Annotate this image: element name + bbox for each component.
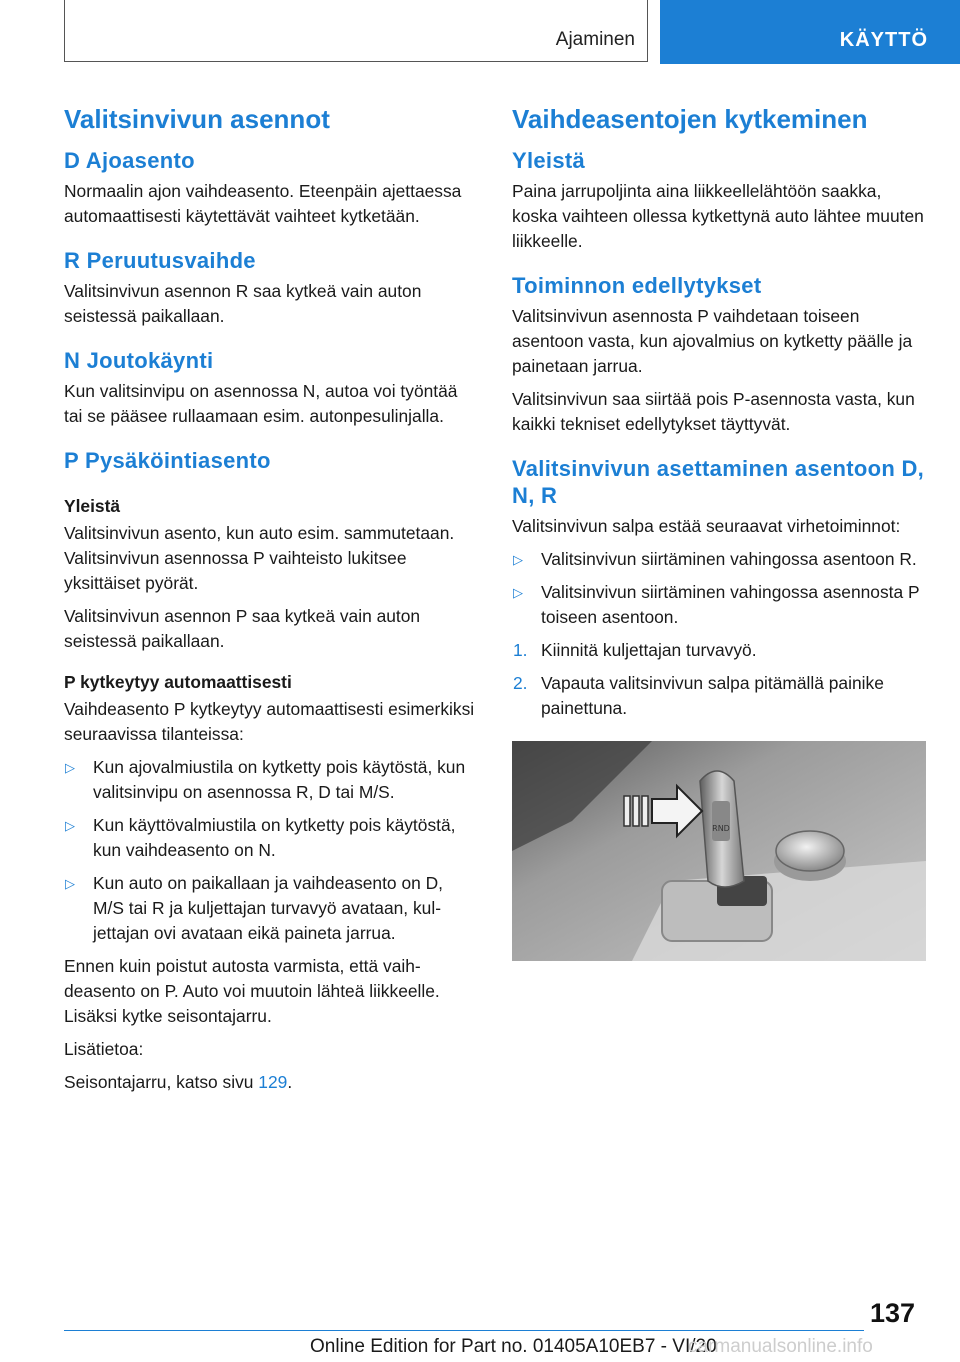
- heading-general: Yleistä: [512, 148, 586, 173]
- heading-r: R Peruutusvaihde: [64, 248, 256, 273]
- text-general-p2: Valitsinvivun asennon P saa kytkeä vain auton seistessä paikallaan.: [64, 606, 421, 651]
- header-chapter-tab[interactable]: [660, 0, 960, 64]
- heading-requirements: Toiminnon edellytykset: [512, 273, 762, 298]
- step-text: Vapauta valitsinvivun salpa pitämällä painike painettuna.: [541, 673, 884, 718]
- list-item: [64, 813, 478, 863]
- text-auto-intro: Vaihdeasento P kytkeytyy automaattisesti esimerkiksi seuraavissa tilanteissa:: [64, 699, 475, 744]
- text-set-intro: Valitsinvivun salpa estää seuraavat virhetoiminnot:: [512, 516, 901, 536]
- step-item: [512, 638, 930, 663]
- warning-text: Ennen kuin poistut autosta varmista, että vaihdeasento on P. Auto voi muutoin lähteä liikkeelle. Lisäksi kytke seisontajarru.: [64, 956, 440, 1026]
- gear-selector-photo: [512, 741, 926, 961]
- text-req-p1: Valitsinvivun asennosta P vaihdetaan toiseen asentoon vasta, kun ajovalmius on kytketty päälle ja painetaan jarrua.: [512, 306, 913, 376]
- list-item-text: Kun ajovalmiustila on kytketty pois käytöstä, kun valitsinvipu on asennossa R, D tai M/S.: [93, 757, 466, 802]
- list-item: [64, 755, 478, 805]
- triangle-bullet-icon: ▷: [65, 818, 75, 833]
- triangle-bullet-icon: ▷: [65, 876, 75, 891]
- step-item: [512, 671, 930, 721]
- footer-edition: Online Edition for Part no. 01405A10EB7 - VI/20: [310, 1336, 717, 1357]
- text-d: Normaalin ajon vaihdeasento. Eteenpäin ajettaessa automaattisesti käytettävät vaihteet kytketään.: [64, 181, 462, 226]
- left-column: [64, 104, 478, 1103]
- cross-reference-text: Seisontajarru, katso sivu: [64, 1072, 259, 1092]
- text-n: Kun valitsinvipu on asennossa N, autoa voi työntää tai se pääsee rullaamaan esim. autonpesulinjalla.: [64, 381, 458, 426]
- step-number: 2.: [513, 673, 528, 693]
- more-info-label: Lisätietoa:: [64, 1039, 144, 1059]
- list-item: [64, 871, 478, 946]
- page-link[interactable]: 129: [258, 1072, 288, 1092]
- list-item-text: Kun auto on paikallaan ja vaihdeasento on D, M/S tai R ja kuljettajan turvavyö avataan, kuljettajan ovi avataan eikä paineta jarrua.: [93, 873, 444, 943]
- heading-p: P Pysäköintiasento: [64, 448, 271, 473]
- header-section-title: Ajaminen: [555, 29, 635, 50]
- page-number: 137: [870, 1298, 916, 1328]
- heading-general-p: Yleistä: [64, 496, 121, 516]
- right-title: Vaihdeasentojen kytkeminen: [512, 104, 868, 134]
- right-column: [512, 104, 930, 961]
- triangle-bullet-icon: ▷: [65, 760, 75, 775]
- text-general-p1: Valitsinvivun asento, kun auto esim. sammutetaan. Valitsinvivun asennossa P vaihteisto lukitsee yksittäiset pyörät.: [64, 523, 455, 593]
- svg-text:RND: RND: [712, 824, 730, 833]
- list-item-text: Valitsinvivun siirtäminen vahingossa asennosta P toiseen asentoon.: [541, 582, 920, 627]
- text-general: Paina jarrupoljinta aina liikkeellelähtöön saakka, koska vaihteen ollessa kytkettynä auto lähtee muuten liikkeelle.: [512, 181, 924, 251]
- step-number: 1.: [513, 640, 528, 660]
- triangle-bullet-icon: ▷: [513, 552, 523, 567]
- cross-reference: [64, 1070, 478, 1095]
- list-item-text: Valitsinvivun siirtäminen vahingossa asentoon R.: [541, 549, 917, 569]
- heading-d: D Ajoasento: [64, 148, 195, 173]
- text-req-p2: Valitsinvivun saa siirtää pois P-asennosta vasta, kun kaikki tekniset edellytykset täyttyvät.: [512, 389, 915, 434]
- header-chapter-label: KÄYTTÖ: [839, 29, 928, 51]
- text-r: Valitsinvivun asennon R saa kytkeä vain auton seistessä paikallaan.: [64, 281, 422, 326]
- list-item: [512, 547, 930, 572]
- triangle-bullet-icon: ▷: [513, 585, 523, 600]
- list-item-text: Kun käyttövalmiustila on kytketty pois käytöstä, kun vaihdeasento on N.: [93, 815, 456, 860]
- heading-auto-p: P kytkeytyy automaattisesti: [64, 672, 292, 692]
- left-title: Valitsinvivun asennot: [64, 104, 330, 134]
- footer-divider: [64, 1330, 864, 1331]
- step-text: Kiinnitä kuljettajan turvavyö.: [541, 640, 757, 660]
- cross-reference-end: .: [287, 1072, 293, 1092]
- header-section-box: [64, 0, 648, 62]
- heading-set-position: Valitsinvivun asettaminen asentoon D, N, R: [512, 456, 925, 508]
- watermark: carmanualsonline.info: [688, 1336, 873, 1357]
- heading-n: N Joutokäynti: [64, 348, 214, 373]
- list-item: [512, 580, 930, 630]
